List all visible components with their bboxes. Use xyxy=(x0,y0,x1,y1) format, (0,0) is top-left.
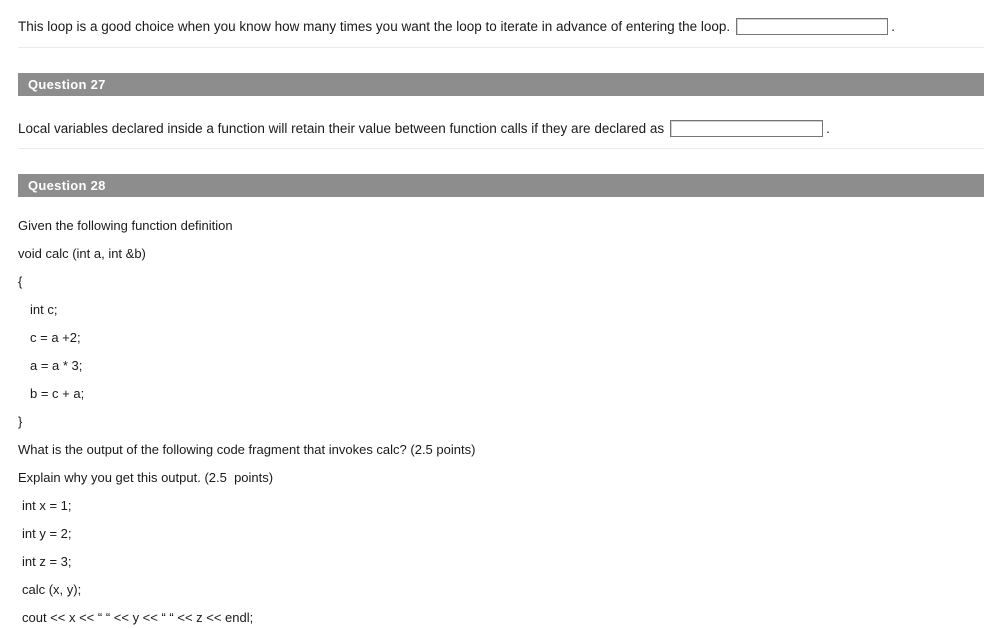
q28-code-line: int c; xyxy=(30,302,58,317)
q28-fragment-line: int x = 1; xyxy=(22,498,72,513)
q26-divider xyxy=(18,47,984,48)
q28-code-line: c = a +2; xyxy=(30,330,81,345)
q28-fragment-line: int z = 3; xyxy=(22,554,72,569)
q28-code-line: b = c + a; xyxy=(30,386,85,401)
q27-prompt-row xyxy=(18,120,830,137)
q27-divider xyxy=(18,148,984,149)
q28-close-brace: } xyxy=(18,414,23,429)
q27-prompt: Local variables declared inside a function will retain their value between function calls if they are declared as xyxy=(18,120,665,136)
q28-open-brace: { xyxy=(18,274,23,289)
q27-trailing-period: . xyxy=(826,120,830,136)
q28-output-question: What is the output of the following code fragment that invokes calc? (2.5 points) xyxy=(18,442,476,457)
q28-fragment-line: int y = 2; xyxy=(22,526,72,541)
q28-function-signature: void calc (int a, int &b) xyxy=(18,246,146,261)
q26-answer-input[interactable] xyxy=(736,18,888,35)
q28-code-line: a = a * 3; xyxy=(30,358,83,373)
q28-fragment-line: calc (x, y); xyxy=(22,582,82,597)
q28-header: Question 28 xyxy=(18,174,984,197)
q26-prompt: This loop is a good choice when you know how many times you want the loop to iterate in advance of entering the loop. xyxy=(18,18,731,34)
q26-trailing-period: . xyxy=(891,18,895,34)
q26-prompt-row xyxy=(18,18,895,35)
q27-answer-input[interactable] xyxy=(670,120,823,137)
q28-fragment-line: cout << x << “ “ << y << “ “ << z << endl; xyxy=(22,610,254,625)
q28-intro: Given the following function definition xyxy=(18,218,233,233)
q27-header: Question 27 xyxy=(18,73,984,96)
q28-explain-question: Explain why you get this output. (2.5 points) xyxy=(18,470,274,485)
